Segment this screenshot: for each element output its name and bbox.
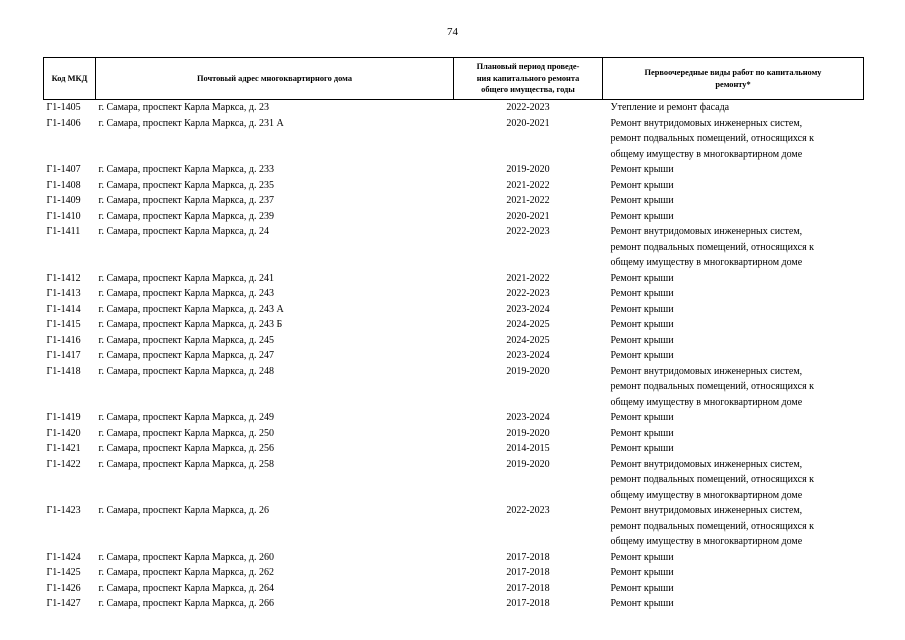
cell-code: Г1-1423 bbox=[46, 505, 81, 516]
header-period-line: общего имущества, годы bbox=[481, 85, 575, 95]
cell-code: Г1-1416 bbox=[46, 334, 81, 346]
cell-code: Г1-1411 bbox=[46, 226, 81, 237]
works-line: Утепление и ремонт фасада bbox=[610, 102, 730, 113]
table-row bbox=[44, 286, 864, 302]
cell-address: г. Самара, проспект Карла Маркса, д. 23 bbox=[98, 102, 269, 113]
works-line: Ремонт крыши bbox=[610, 164, 674, 175]
table-row bbox=[44, 348, 864, 364]
header-works bbox=[603, 58, 864, 100]
cell-address: г. Самара, проспект Карла Маркса, д. 24 bbox=[98, 226, 269, 237]
table-row bbox=[44, 209, 864, 225]
cell-period: 2023-2024 bbox=[506, 350, 550, 361]
table-row bbox=[44, 581, 864, 597]
table-row bbox=[44, 596, 864, 612]
cell-works bbox=[603, 565, 864, 581]
cell-code: Г1-1419 bbox=[46, 412, 81, 423]
cell-address: г. Самара, проспект Карла Маркса, д. 264 bbox=[98, 582, 274, 594]
table-row bbox=[44, 100, 864, 116]
cell-address: г. Самара, проспект Карла Маркса, д. 266 bbox=[98, 598, 274, 609]
cell-period: 2022-2023 bbox=[506, 288, 550, 299]
cell-code: Г1-1420 bbox=[46, 427, 81, 439]
works-line: общему имуществу в многоквартирном доме bbox=[610, 148, 803, 160]
cell-works bbox=[603, 503, 864, 550]
cell-works bbox=[603, 426, 864, 442]
cell-address: г. Самара, проспект Карла Маркса, д. 256 bbox=[98, 443, 274, 454]
cell-code: Г1-1414 bbox=[46, 303, 81, 315]
cell-period: 2017-2018 bbox=[506, 598, 550, 609]
cell-code: Г1-1426 bbox=[46, 582, 81, 594]
works-line: Ремонт внутридомовых инженерных систем, bbox=[610, 505, 803, 516]
cell-code: Г1-1409 bbox=[46, 195, 81, 206]
table-row bbox=[44, 224, 864, 271]
table-row bbox=[44, 410, 864, 426]
cell-address: г. Самара, проспект Карла Маркса, д. 258 bbox=[98, 458, 274, 470]
cell-works bbox=[603, 286, 864, 302]
cell-works bbox=[603, 410, 864, 426]
header-works-line: ремонту* bbox=[715, 79, 751, 89]
works-line: Ремонт крыши bbox=[610, 272, 674, 284]
works-line: Ремонт крыши bbox=[610, 350, 674, 361]
cell-address: г. Самара, проспект Карла Маркса, д. 245 bbox=[98, 334, 274, 346]
cell-period: 2020-2021 bbox=[506, 117, 550, 129]
table-header bbox=[44, 58, 864, 100]
cell-address: г. Самара, проспект Карла Маркса, д. 235 bbox=[98, 179, 274, 191]
cell-address: г. Самара, проспект Карла Маркса, д. 260 bbox=[98, 551, 274, 563]
cell-works bbox=[603, 116, 864, 163]
table-row bbox=[44, 426, 864, 442]
cell-works bbox=[603, 178, 864, 194]
cell-works bbox=[603, 162, 864, 178]
works-line: Ремонт крыши bbox=[610, 582, 674, 594]
cell-period: 2017-2018 bbox=[506, 582, 550, 594]
cell-period: 2022-2023 bbox=[506, 226, 550, 237]
cell-address: г. Самара, проспект Карла Маркса, д. 249 bbox=[98, 412, 274, 423]
works-line: ремонт подвальных помещений, относящихся к bbox=[610, 381, 815, 392]
table-row bbox=[44, 550, 864, 566]
works-line: Ремонт крыши bbox=[610, 210, 674, 222]
works-line: Ремонт внутридомовых инженерных систем, bbox=[610, 458, 803, 470]
header-period bbox=[454, 58, 603, 100]
cell-address: г. Самара, проспект Карла Маркса, д. 241 bbox=[98, 272, 274, 284]
cell-period: 2021-2022 bbox=[506, 195, 550, 206]
cell-works bbox=[603, 457, 864, 504]
works-line: общему имуществу в многоквартирном доме bbox=[610, 257, 803, 268]
table-row bbox=[44, 317, 864, 333]
works-line: ремонт подвальных помещений, относящихся к bbox=[610, 133, 815, 144]
works-line: общему имуществу в многоквартирном доме bbox=[610, 536, 803, 547]
table-row bbox=[44, 271, 864, 287]
cell-code: Г1-1405 bbox=[46, 102, 81, 113]
cell-code: Г1-1418 bbox=[46, 365, 81, 377]
works-line: Ремонт крыши bbox=[610, 319, 674, 330]
cell-address: г. Самара, проспект Карла Маркса, д. 233 bbox=[98, 164, 274, 175]
cell-works bbox=[603, 364, 864, 411]
cell-works bbox=[603, 550, 864, 566]
table-row bbox=[44, 457, 864, 504]
works-line: Ремонт крыши bbox=[610, 303, 674, 315]
cell-code: Г1-1424 bbox=[46, 551, 81, 563]
table-row bbox=[44, 162, 864, 178]
cell-works bbox=[603, 100, 864, 116]
cell-works bbox=[603, 596, 864, 612]
table-row bbox=[44, 116, 864, 163]
cell-code: Г1-1422 bbox=[46, 458, 81, 470]
works-line: Ремонт крыши bbox=[610, 427, 674, 439]
cell-code: Г1-1417 bbox=[46, 350, 81, 361]
works-line: Ремонт крыши bbox=[610, 195, 674, 206]
table-body bbox=[44, 100, 864, 612]
cell-period: 2017-2018 bbox=[506, 551, 550, 563]
header-period-line: Плановый период проведе- bbox=[476, 62, 580, 72]
cell-works bbox=[603, 209, 864, 225]
works-line: ремонт подвальных помещений, относящихся к bbox=[610, 474, 815, 485]
cell-works bbox=[603, 271, 864, 287]
cell-code: Г1-1410 bbox=[46, 210, 81, 222]
table-row bbox=[44, 333, 864, 349]
cell-code: Г1-1412 bbox=[46, 272, 81, 284]
cell-period: 2021-2022 bbox=[506, 272, 550, 284]
cell-address: г. Самара, проспект Карла Маркса, д. 231 А bbox=[98, 117, 284, 129]
cell-period: 2020-2021 bbox=[506, 210, 550, 222]
cell-code: Г1-1413 bbox=[46, 288, 81, 299]
cell-code: Г1-1427 bbox=[46, 598, 81, 609]
works-line: общему имуществу в многоквартирном доме bbox=[610, 396, 803, 408]
works-line: Ремонт крыши bbox=[610, 179, 674, 191]
header-works-line: Первоочередные виды работ по капитальному bbox=[644, 68, 822, 77]
cell-works bbox=[603, 348, 864, 364]
works-line: Ремонт внутридомовых инженерных систем, bbox=[610, 365, 803, 377]
works-line: Ремонт внутридомовых инженерных систем, bbox=[610, 226, 803, 237]
cell-address: г. Самара, проспект Карла Маркса, д. 239 bbox=[98, 210, 274, 222]
cell-address: г. Самара, проспект Карла Маркса, д. 250 bbox=[98, 427, 274, 439]
cell-works bbox=[603, 581, 864, 597]
cell-works bbox=[603, 224, 864, 271]
cell-period: 2024-2025 bbox=[506, 334, 550, 346]
header-period-line: ния капитального ремонта bbox=[476, 73, 580, 83]
table-row bbox=[44, 193, 864, 209]
cell-works bbox=[603, 193, 864, 209]
works-line: Ремонт крыши bbox=[610, 412, 674, 423]
cell-period: 2023-2024 bbox=[506, 303, 550, 315]
cell-code: Г1-1406 bbox=[46, 117, 81, 129]
cell-address: г. Самара, проспект Карла Маркса, д. 262 bbox=[98, 567, 274, 578]
cell-code: Г1-1407 bbox=[46, 164, 81, 175]
cell-works bbox=[603, 441, 864, 457]
table-row bbox=[44, 441, 864, 457]
table-row bbox=[44, 565, 864, 581]
works-line: Ремонт крыши bbox=[610, 288, 674, 299]
header-code: Код МКД bbox=[44, 58, 96, 100]
table-row bbox=[44, 364, 864, 411]
cell-period: 2017-2018 bbox=[506, 567, 550, 578]
cell-code: Г1-1421 bbox=[46, 443, 81, 454]
cell-period: 2019-2020 bbox=[506, 365, 550, 377]
cell-address: г. Самара, проспект Карла Маркса, д. 26 bbox=[98, 505, 269, 516]
cell-period: 2019-2020 bbox=[506, 427, 550, 439]
table-row bbox=[44, 302, 864, 318]
cell-address: г. Самара, проспект Карла Маркса, д. 243 Б bbox=[98, 319, 283, 330]
cell-code: Г1-1415 bbox=[46, 319, 81, 330]
cell-address: г. Самара, проспект Карла Маркса, д. 247 bbox=[98, 350, 274, 361]
works-line: Ремонт крыши bbox=[610, 443, 674, 454]
cell-period: 2019-2020 bbox=[506, 458, 550, 470]
table-row bbox=[44, 178, 864, 194]
works-line: Ремонт крыши bbox=[610, 334, 674, 346]
cell-works bbox=[603, 302, 864, 318]
cell-period: 2014-2015 bbox=[506, 443, 550, 454]
cell-period: 2022-2023 bbox=[506, 505, 550, 516]
cell-period: 2023-2024 bbox=[506, 412, 550, 423]
cell-period: 2019-2020 bbox=[506, 164, 550, 175]
capital-repair-table bbox=[43, 57, 864, 612]
works-line: Ремонт крыши bbox=[610, 567, 674, 578]
cell-address: г. Самара, проспект Карла Маркса, д. 237 bbox=[98, 195, 274, 206]
cell-period: 2024-2025 bbox=[506, 319, 550, 330]
cell-works bbox=[603, 333, 864, 349]
cell-address: г. Самара, проспект Карла Маркса, д. 243 А bbox=[98, 303, 284, 315]
cell-code: Г1-1408 bbox=[46, 179, 81, 191]
works-line: Ремонт внутридомовых инженерных систем, bbox=[610, 117, 803, 129]
works-line: ремонт подвальных помещений, относящихся к bbox=[610, 241, 815, 253]
works-line: Ремонт крыши bbox=[610, 598, 674, 609]
works-line: Ремонт крыши bbox=[610, 551, 674, 563]
cell-code: Г1-1425 bbox=[46, 567, 81, 578]
cell-period: 2022-2023 bbox=[506, 102, 550, 113]
table-row bbox=[44, 503, 864, 550]
header-address: Почтовый адрес многоквартирного дома bbox=[96, 58, 454, 100]
works-line: ремонт подвальных помещений, относящихся к bbox=[610, 520, 815, 532]
cell-works bbox=[603, 317, 864, 333]
page-number: 74 bbox=[447, 26, 458, 38]
works-line: общему имуществу в многоквартирном доме bbox=[610, 489, 803, 501]
cell-address: г. Самара, проспект Карла Маркса, д. 248 bbox=[98, 365, 274, 377]
cell-address: г. Самара, проспект Карла Маркса, д. 243 bbox=[98, 288, 274, 299]
cell-period: 2021-2022 bbox=[506, 179, 550, 191]
